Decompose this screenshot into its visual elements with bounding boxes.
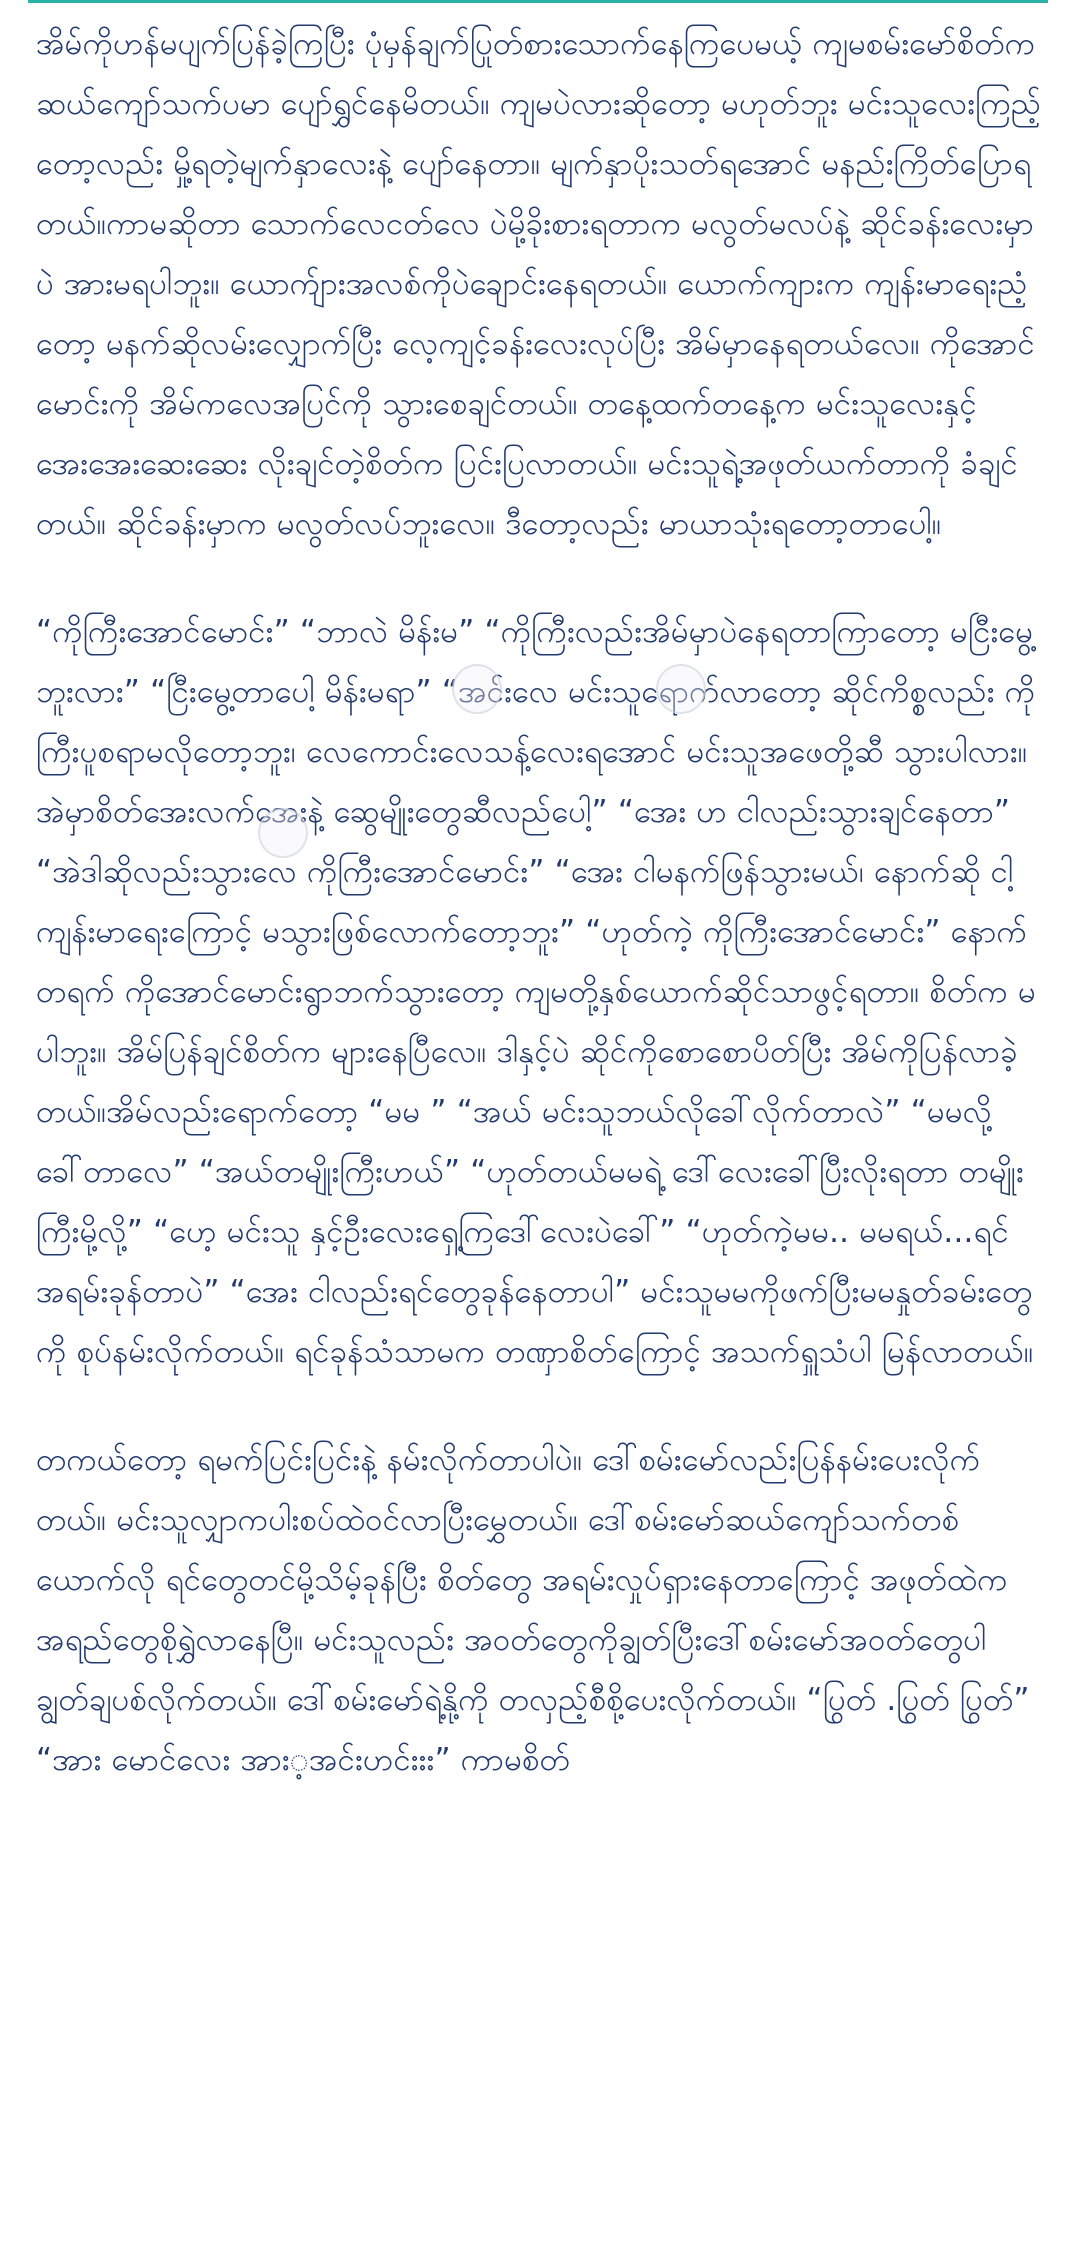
article-body	[36, 14, 1046, 1838]
article-paragraph-2: “ကိုကြီးအောင်မောင်း” “ဘာလဲ မိန်းမ” “ကိုကြီးလည်းအိမ်မှာပဲနေရတာကြာတော့ မငြီးမွေ့ဘူးလား” “ငြီးမွေ့တာပေါ့ မိန်းမရာ” “အင်းလေ မင်းသူရောက်လာတော့ ဆိုင်ကိစ္စလည်း ကိုကြီးပူစရာမလိုတော့ဘူး၊ လေကောင်းလေသန့်လေးရအောင် မင်းသူအဖေတို့ဆီ သွားပါလား။ အဲမှာစိတ်အေးလက်အေးနဲ့ ဆွေမျိုးတွေဆီလည်ပေါ့” “အေး ဟ ငါလည်းသွားချင်နေတာ” “အဲဒါဆိုလည်းသွားလေ ကိုကြီးအောင်မောင်း” “အေး ငါမနက်ဖြန်သွားမယ်၊ နောက်ဆို ငါ့ကျန်းမာရေးကြောင့် မသွားဖြစ်လောက်တော့ဘူး” “ဟုတ်ကဲ့ ကိုကြီးအောင်မောင်း” နောက်တရက် ကိုအောင်မောင်းရွာဘက်သွားတော့ ကျမတို့နှစ်ယောက်ဆိုင်သာဖွင့်ရတာ။ စိတ်က မပါဘူး။ အိမ်ပြန်ချင်စိတ်က များနေပြီလေ။ ဒါနှင့်ပဲ ဆိုင်ကိုစောစောပိတ်ပြီး အိမ်ကိုပြန်လာခဲ့တယ်။အိမ်လည်းရောက်တော့ “မမ ” “အယ် မင်းသူဘယ်လိုခေါ်လိုက်တာလဲ” “မမလို့ ခေါ်တာလေ” “အယ်တမျိုးကြီးဟယ်” “ဟုတ်တယ်မမရဲ့ ဒေါ်လေးခေါ်ပြီးလိုးရတာ တမျိုးကြီးမို့လို့” “ဟေ့ မင်းသူ နှင့်ဦးလေးရှေ့ကြဒေါ်လေးပဲခေါ်” “ဟုတ်ကဲ့မမ.. မမရယ်...ရင်အရမ်းခုန်တာပဲ” “အေး ငါလည်းရင်တွေခုန်နေတာပါ” မင်းသူမမကိုဖက်ပြီးမမနှုတ်ခမ်းတွေကို စုပ်နမ်းလိုက်တယ်။ ရင်ခုန်သံသာမက တဏှာစိတ်ကြောင့် အသက်ရှူသံပါ မြန်လာတယ်။	[36, 614, 1036, 1370]
article-paragraph-1: အိမ်ကိုဟန်မပျက်ပြန်ခဲ့ကြပြီး ပုံမှန်ချက်ပြုတ်စားသောက်နေကြပေမယ့် ကျမစမ်းမော်စိတ်က ဆယ်ကျော်သက်ပမာ ပျော်ရွှင်နေမိတယ်။ ကျမပဲလားဆိုတော့ မဟုတ်ဘူး မင်းသူလေးကြည့်တော့လည်း မှို့ရတဲ့မျက်နှာလေးနဲ့ ပျော်နေတာ။ မျက်နှာပိုးသတ်ရအောင် မနည်းကြိတ်ပြောရတယ်။ကာမဆိုတာ သောက်လေငတ်လေ ပဲမို့ခိုးစားရတာက မလွတ်မလပ်နဲ့ ဆိုင်ခန်းလေးမှာပဲ အားမရပါဘူး။ ယောက်ျားအလစ်ကိုပဲချောင်းနေရတယ်။ ယောက်ကျားက ကျန်းမာရေးညံ့တော့ မနက်ဆိုလမ်းလျှောက်ပြီး လေ့ကျင့်ခန်းလေးလုပ်ပြီး အိမ်မှာနေရတယ်လေ။ ကိုအောင်မောင်းကို အိမ်ကလေအပြင်ကို သွားစေချင်တယ်။ တနေ့ထက်တနေ့က မင်းသူလေးနှင့် အေးအေးဆေးဆေး လိုးချင်တဲ့စိတ်က ပြင်းပြလာတယ်။ မင်းသူရဲ့အဖုတ်ယက်တာကို ခံချင်တယ်။ ဆိုင်ခန်းမှာက မလွတ်လပ်ဘူးလေ။ ဒီတော့လည်း မာယာသုံးရတော့တာပေါ့။	[36, 26, 1042, 542]
loading-indicator-icon	[656, 664, 706, 714]
loading-indicator-icon	[258, 808, 308, 858]
article-paragraph-3: တကယ်တော့ ရမက်ပြင်းပြင်းနဲ့ နမ်းလိုက်တာပါပဲ။ ဒေါ်စမ်းမော်လည်းပြန်နမ်းပေးလိုက်တယ်။ မင်းသူလျှာကပါးစပ်ထဲဝင်လာပြီးမွှေတယ်။ ဒေါ်စမ်းမော်ဆယ်ကျော်သက်တစ်ယောက်လို ရင်တွေတင်မို့သိမ့်ခုန်ပြီး စိတ်တွေ အရမ်းလှုပ်ရှားနေတာကြောင့် အဖုတ်ထဲက အရည်တွေစိုရွှဲလာနေပြီ။ မင်းသူလည်း အဝတ်တွေကိုချွတ်ပြီးဒေါ်စမ်းမော်အဝတ်တွေပါ ချွတ်ချပစ်လိုက်တယ်။ ဒေါ်စမ်းမော်ရဲ့နို့ကို တလှည့်စီစို့ပေးလိုက်တယ်။ “ပြွတ် .ပြွတ် ပြွတ်” “အား မောင်လေး အား့အင်းဟင်းးး” ကာမစိတ်	[36, 1442, 1030, 1778]
top-accent-bar	[28, 0, 1048, 3]
loading-indicator-icon	[452, 664, 502, 714]
